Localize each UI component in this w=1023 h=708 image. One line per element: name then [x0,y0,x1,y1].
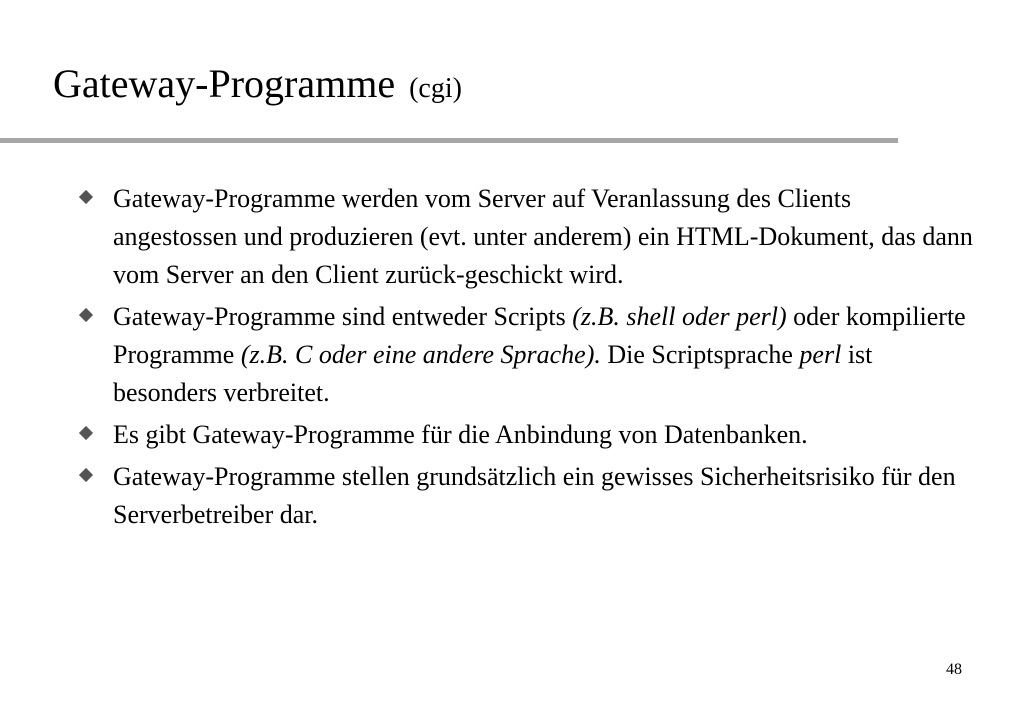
title-divider [0,138,898,143]
diamond-bullet-icon [79,426,93,440]
bullet-item [0,458,973,534]
diamond-bullet-icon [79,190,93,204]
diamond-bullet-icon [79,308,93,322]
bullet-text: oder kompilierte Programme [113,302,966,369]
slide-title [53,61,462,106]
bullet-item [0,298,973,412]
diamond-bullet-icon [79,468,93,482]
bullet-text: Gateway-Programme sind entweder Scripts [113,302,573,331]
bullet-text: Es gibt Gateway-Programme für die Anbindung von Datenbanken. [113,420,808,449]
bullet-text: Gateway-Programme werden vom Server auf Veranlassung des Clients angestossen und produzieren (evt. unter anderem) ein HTML-Dokument, das dann vom Server an den Client zurück-geschickt wird. [113,184,973,289]
bullet-text: Die Scriptsprache [600,340,800,369]
bullet-text-italic: (z.B. C oder eine andere Sprache). [240,340,601,369]
bullet-item [0,416,973,454]
bullet-text-italic: (z.B. shell oder perl) [572,302,787,331]
title-main: Gateway-Programme [53,61,396,106]
bullet-text: Gateway-Programme stellen grundsätzlich ein gewisses Sicherheitsrisiko für den Serverbetreiber dar. [113,462,956,529]
bullet-list [0,180,1023,538]
bullet-text: ist besonders verbreitet. [113,340,873,407]
title-subtitle: (cgi) [409,73,462,104]
bullet-item [0,180,973,294]
bullet-text-italic: perl [799,340,842,369]
page-number: 48 [946,661,962,678]
